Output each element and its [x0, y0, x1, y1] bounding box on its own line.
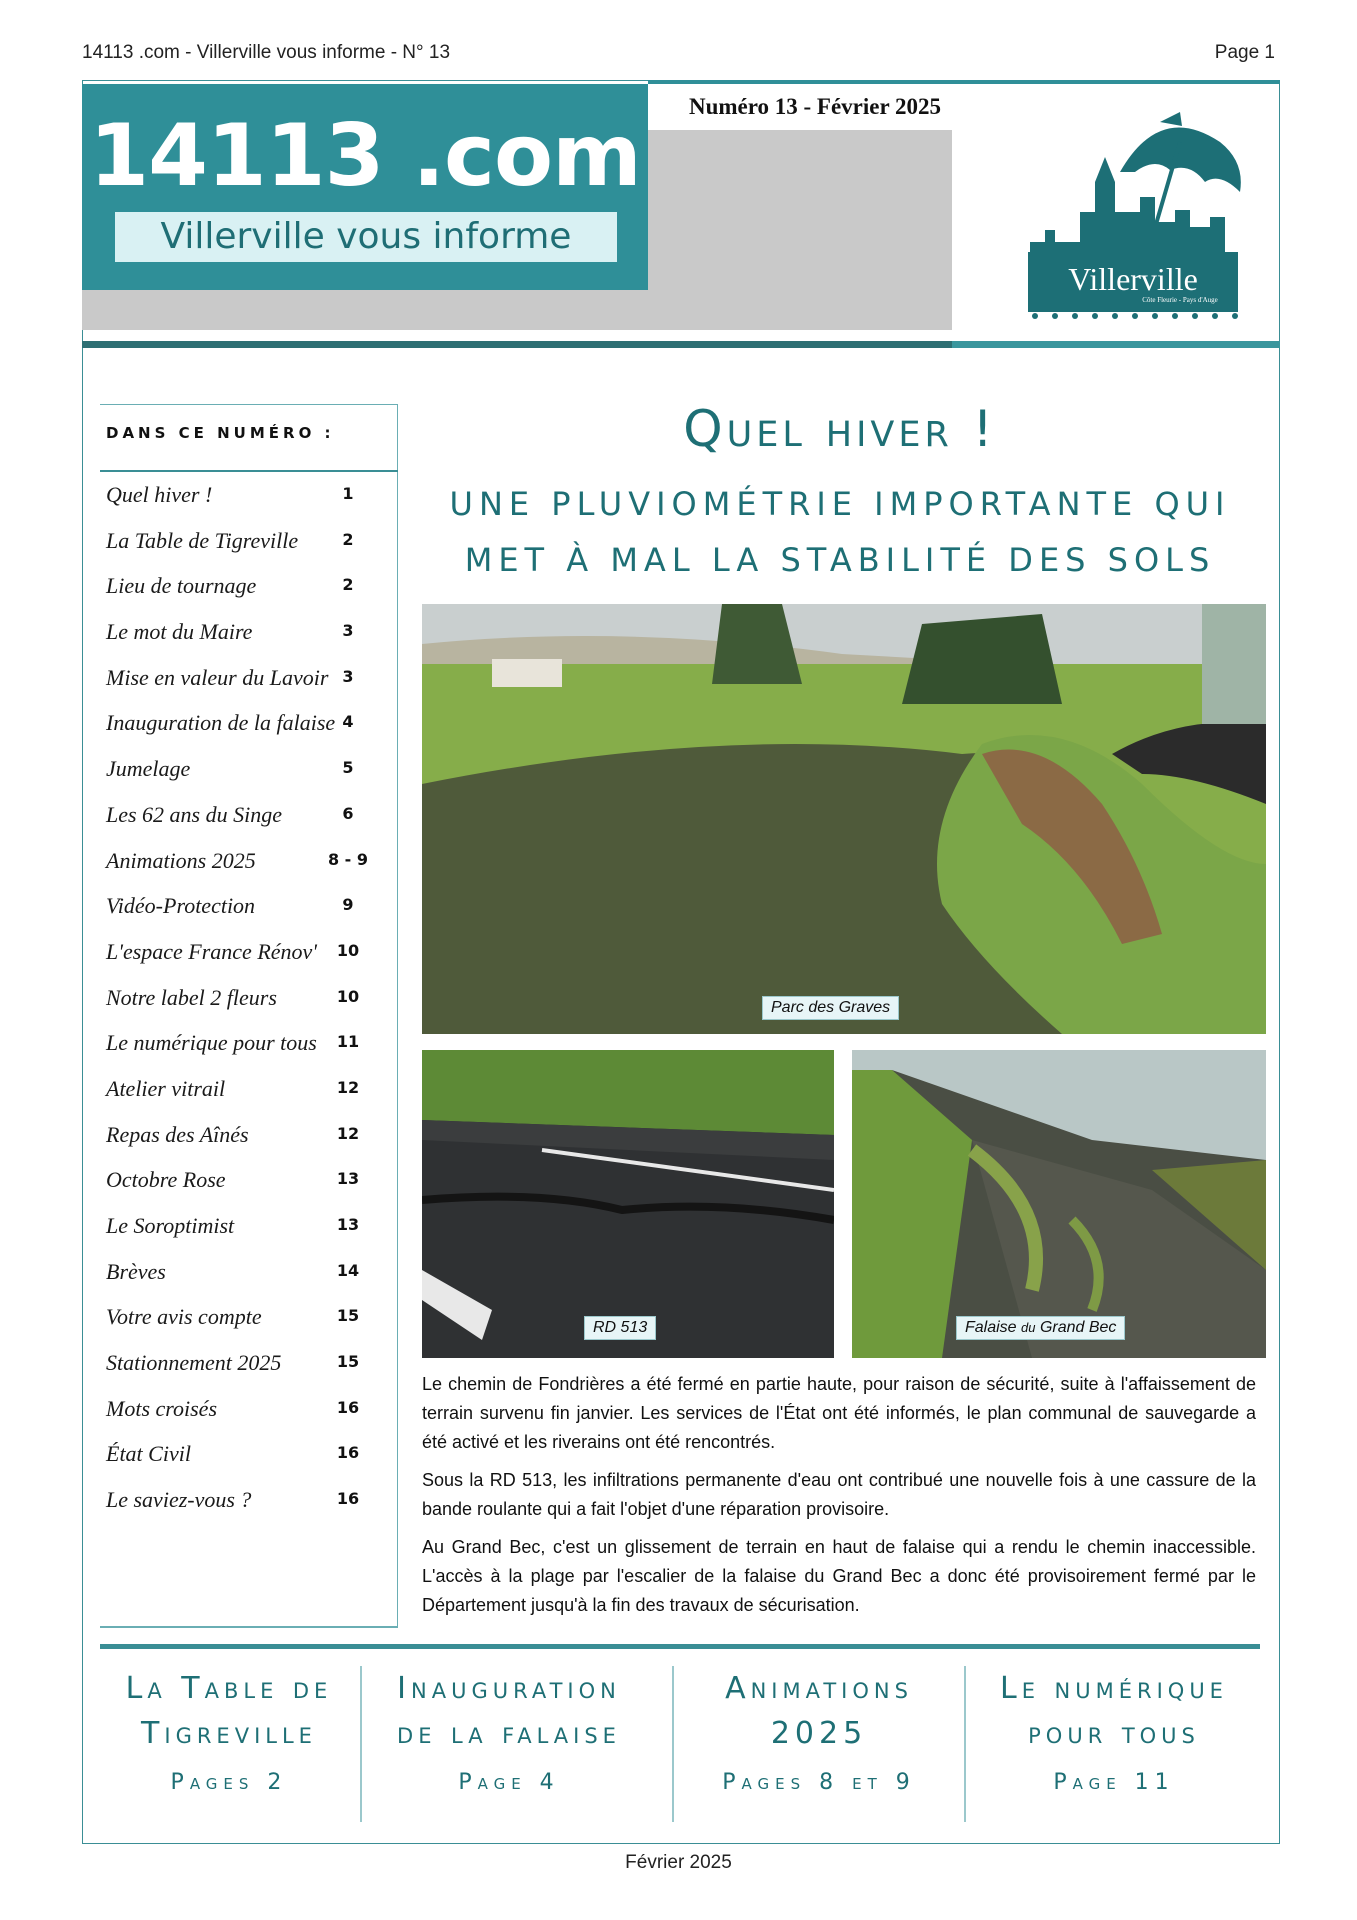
promo-divider	[964, 1666, 966, 1822]
toc-item[interactable]	[106, 1116, 386, 1162]
masthead-rule	[82, 341, 1280, 348]
toc-item-title: Le Soroptimist	[106, 1213, 235, 1238]
toc-item[interactable]	[106, 659, 386, 705]
toc-item[interactable]	[106, 1344, 386, 1390]
promo-title-line2: pour tous	[1028, 1716, 1200, 1751]
toc-item-page: 10	[336, 940, 360, 960]
promo-rule	[100, 1644, 1260, 1649]
toc-item-page: 15	[336, 1352, 360, 1372]
toc-item[interactable]	[106, 1253, 386, 1299]
toc-item[interactable]	[106, 704, 386, 750]
toc-item-page: 13	[336, 1215, 360, 1234]
article-title: Quel hiver !	[683, 400, 997, 458]
photo-falaise-grand-bec	[852, 1050, 1266, 1358]
promo-title-line2: 2025	[770, 1716, 868, 1751]
toc-item[interactable]	[106, 1298, 386, 1344]
toc-item-page: 13	[336, 1169, 360, 1189]
toc-item-page: 16	[336, 1397, 360, 1417]
toc-item[interactable]	[106, 1207, 386, 1253]
toc-item[interactable]	[106, 979, 386, 1025]
toc-item-page: 2	[342, 575, 354, 595]
toc-item-title: Lieu de tournage	[106, 573, 257, 599]
toc-item[interactable]	[106, 1390, 386, 1436]
toc-item-title: Stationnement 2025	[106, 1350, 282, 1376]
promo-title-line1: La Table de	[125, 1671, 333, 1706]
brand-name: 14113 .com	[89, 106, 641, 206]
toc-item-page: 3	[342, 666, 354, 686]
running-header-title: 14113 .com - Villerville vous informe - N° 13	[82, 42, 451, 63]
toc-item-title: Mots croisés	[106, 1395, 218, 1421]
masthead-top-line	[648, 80, 1280, 84]
toc-item-title: Notre label 2 fleurs	[106, 984, 277, 1010]
toc-item[interactable]	[106, 1161, 386, 1207]
toc-item-page: 15	[336, 1306, 360, 1326]
toc-item-title: Inauguration de la falaise	[106, 710, 336, 736]
article-body	[422, 1370, 1256, 1629]
brand-tagline: Villerville vous informe	[115, 212, 617, 262]
toc-item-page: 10	[336, 986, 360, 1006]
villerville-logo	[1010, 102, 1260, 322]
promo-title	[968, 1666, 1260, 1756]
toc-item-page: 4	[342, 712, 354, 732]
toc-item-page: 9	[342, 895, 354, 915]
toc-item[interactable]	[106, 567, 386, 613]
toc-item-title: Le numérique pour tous	[106, 1030, 317, 1056]
toc-item[interactable]	[106, 1024, 386, 1070]
toc-item-page: 14	[336, 1260, 360, 1280]
toc-heading-rule	[100, 470, 398, 472]
caption-main: Parc des Graves	[762, 996, 899, 1020]
promo-inauguration-falaise[interactable]	[364, 1666, 654, 1826]
toc-item-title: Les 62 ans du Singe	[106, 801, 282, 827]
toc-item-page: 11	[336, 1032, 360, 1052]
toc-item-page: 5	[342, 758, 354, 778]
toc-item[interactable]	[106, 1481, 386, 1527]
toc-item-title: Quel hiver !	[106, 482, 213, 507]
toc-item[interactable]	[106, 1070, 386, 1116]
running-header	[82, 42, 1275, 66]
toc-item-page: 2	[342, 529, 354, 549]
toc-item-title: Le saviez-vous ?	[106, 1487, 252, 1513]
article-subtitle-line1: UNE PLUVIOMÉTRIE IMPORTANTE QUI	[449, 485, 1231, 523]
toc-item-title: Brèves	[106, 1258, 166, 1284]
promo-title-line1: Inauguration	[397, 1671, 621, 1706]
toc-item-title: État Civil	[106, 1441, 191, 1467]
toc-item-page: 3	[342, 621, 354, 641]
toc-list	[106, 476, 386, 1527]
toc-bottom-rule	[100, 1626, 398, 1628]
page-number: Page 1	[1214, 42, 1275, 63]
toc-item[interactable]	[106, 933, 386, 979]
promo-title	[364, 1666, 654, 1756]
toc-item-title: Atelier vitrail	[106, 1075, 226, 1101]
promo-title	[100, 1666, 358, 1756]
promo-pages: Pages 2	[170, 1770, 288, 1795]
promo-title-line1: Animations	[725, 1671, 913, 1706]
promo-animations-2025[interactable]	[676, 1666, 962, 1826]
promo-strip	[100, 1666, 1260, 1826]
caption-falaise-part3: Grand Bec	[1035, 1319, 1117, 1336]
toc-item-page: 16	[336, 1489, 360, 1509]
promo-divider	[360, 1666, 362, 1822]
toc-item-title: Vidéo-Protection	[106, 893, 256, 919]
toc-item-title: Repas des Aînés	[106, 1121, 249, 1147]
photo-rd-513	[422, 1050, 834, 1358]
promo-divider	[672, 1666, 674, 1822]
photo-parc-des-graves	[422, 604, 1266, 1034]
promo-title	[676, 1666, 962, 1756]
promo-pages: Pages 8 et 9	[722, 1770, 916, 1795]
toc-item[interactable]	[106, 887, 386, 933]
toc-item-title: Votre avis compte	[106, 1304, 262, 1330]
article-subtitle-line2: MET À MAL LA STABILITÉ DES SOLS	[464, 541, 1216, 579]
promo-title-line2: Tigreville	[141, 1716, 317, 1751]
article-subtitle	[420, 476, 1260, 588]
toc-item-title: Le mot du Maire	[106, 619, 253, 645]
caption-rd513: RD 513	[584, 1316, 656, 1340]
article-paragraph-3: Au Grand Bec, c'est un glissement de terrain en haut de falaise qui a rendu le chemin inaccessible. L'accès à la plage par l'escalier de la falaise du Grand Bec a donc été provisoirement fermé par le Département jusqu'à la fin des travaux de sécurisation.	[422, 1537, 1256, 1615]
toc-item-page: 8 - 9	[327, 849, 369, 869]
logo-subtext: Côte Fleurie - Pays d'Auge	[1142, 296, 1218, 304]
toc-heading: DANS CE NUMÉRO :	[106, 424, 335, 442]
toc-item-title: La Table de Tigreville	[106, 527, 299, 553]
toc-item-page: 12	[336, 1123, 360, 1143]
article-paragraph-1: Le chemin de Fondrières a été fermé en partie haute, pour raison de sécurité, suite à l'affaissement de terrain survenu fin janvier. Les services de l'État ont été informés, le plan communal de sauvegarde a été activé et les riverains ont été rencontrés.	[422, 1374, 1256, 1452]
toc-item-title: Jumelage	[106, 756, 191, 782]
logo-text: Villerville	[1068, 261, 1198, 297]
promo-title-line1: Le numérique	[1000, 1671, 1228, 1706]
promo-pages: Page 4	[458, 1770, 560, 1795]
toc-item-page: 6	[342, 803, 354, 823]
toc-item[interactable]	[106, 476, 386, 522]
toc-item[interactable]	[106, 613, 386, 659]
issue-number: Numéro 13 - Février 2025	[688, 94, 942, 119]
toc-item[interactable]	[106, 522, 386, 568]
toc-item[interactable]	[106, 842, 386, 888]
article-paragraph-2: Sous la RD 513, les infiltrations permanente d'eau ont contribué une nouvelle fois à une cassure de la bande roulante qui a fait l'objet d'une réparation provisoire.	[422, 1470, 1256, 1519]
toc-item-title: Mise en valeur du Lavoir	[106, 664, 329, 690]
toc-item-page: 12	[336, 1077, 360, 1097]
caption-falaise-part2: du	[1021, 1320, 1036, 1335]
caption-falaise	[956, 1316, 1125, 1340]
toc-item-title: L'espace France Rénov'	[106, 938, 317, 964]
caption-falaise-part1: Falaise	[965, 1319, 1022, 1336]
promo-numerique-pour-tous[interactable]	[968, 1666, 1260, 1826]
toc-item[interactable]	[106, 1435, 386, 1481]
toc-item-title: Octobre Rose	[106, 1167, 226, 1193]
toc-item-page: 1	[342, 484, 354, 503]
toc-item[interactable]	[106, 750, 386, 796]
brand-box	[82, 84, 648, 290]
promo-title-line2: de la falaise	[397, 1716, 621, 1751]
promo-table-tigreville[interactable]	[100, 1666, 358, 1826]
toc-item-page: 16	[336, 1443, 360, 1463]
page-footer: Février 2025	[625, 1852, 732, 1873]
promo-pages: Page 11	[1053, 1770, 1175, 1795]
toc-item-title: Animations 2025	[106, 847, 256, 873]
toc-item[interactable]	[106, 796, 386, 842]
